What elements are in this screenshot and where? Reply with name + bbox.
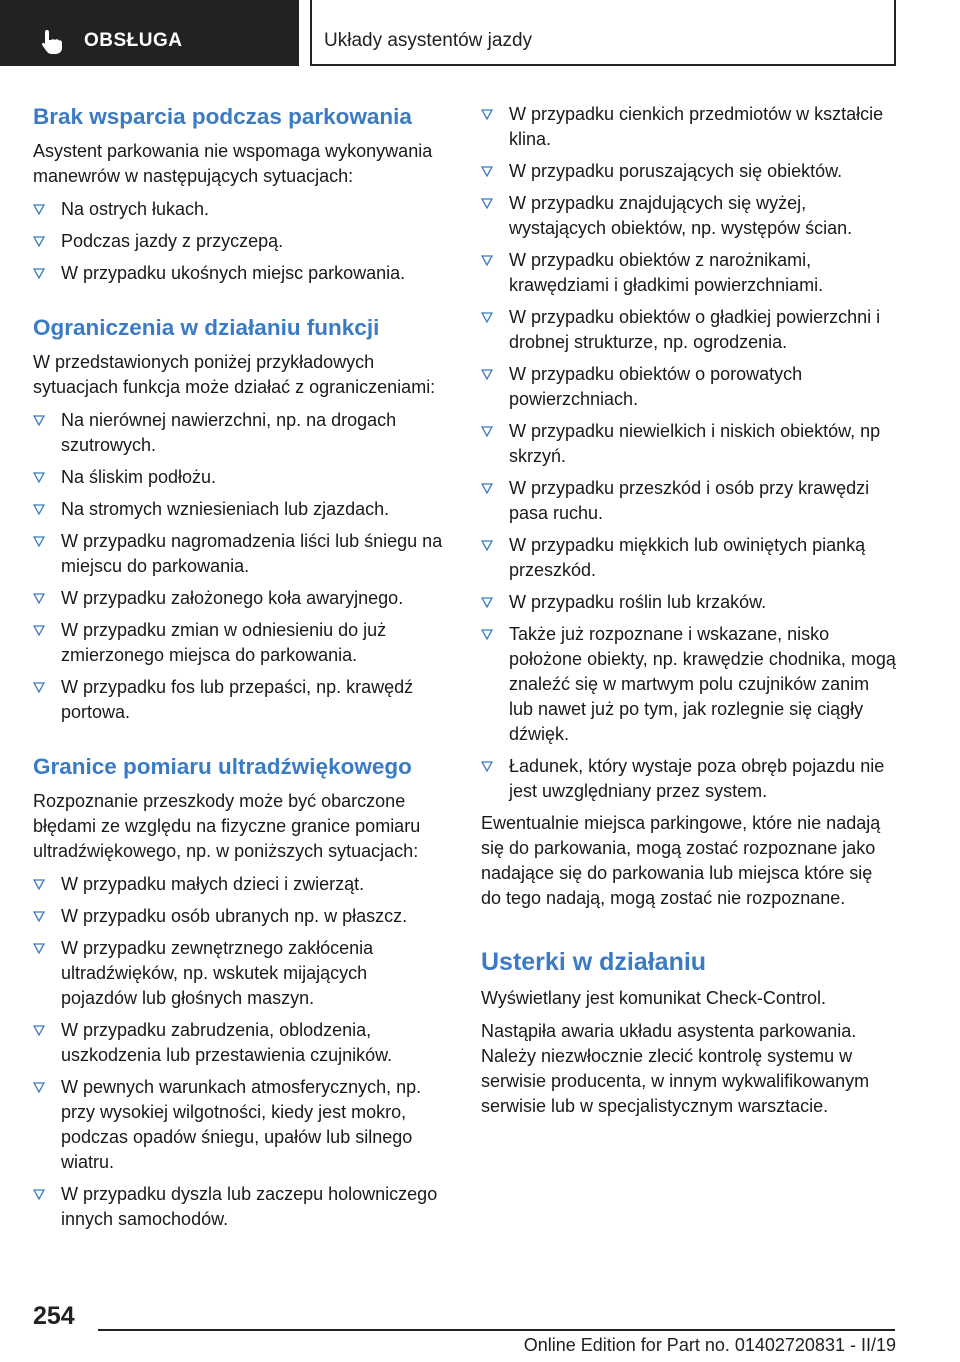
triangle-bullet-icon — [33, 911, 45, 922]
list-item — [481, 102, 896, 152]
triangle-bullet-icon — [481, 166, 493, 177]
list-item-text: Ładunek, który wystaje poza obręb pojazdu nie jest uwzględniany przez system. — [509, 756, 885, 801]
list-item-text: W przypadku nagromadzenia liści lub śniegu na miejscu do parkowania. — [61, 531, 443, 576]
list-item-text: Na ostrych łukach. — [61, 199, 210, 219]
right-column — [481, 102, 896, 1127]
list-item-text: W przypadku miękkich lub owiniętych pianką przeszkód. — [509, 535, 866, 580]
list-item-text: W przypadku roślin lub krzaków. — [509, 592, 767, 612]
list-item — [481, 159, 896, 184]
list-item-text: W przypadku przeszkód i osób przy krawędzi pasa ruchu. — [509, 478, 870, 523]
left-column — [33, 102, 443, 1239]
list-item-text: W przypadku małych dzieci i zwierząt. — [61, 874, 365, 894]
list-item-text: W przypadku zewnętrznego zakłócenia ultradźwięków, np. wskutek mijających pojazdów lub głośnych maszyn. — [61, 938, 374, 1008]
triangle-bullet-icon — [33, 236, 45, 247]
list-item — [33, 261, 443, 286]
list-item-text: Na nierównej nawierzchni, np. na drogach szutrowych. — [61, 410, 397, 455]
list-item-text: Na śliskim podłożu. — [61, 467, 217, 487]
list-item-text: W przypadku obiektów o porowatych powierzchniach. — [509, 364, 803, 409]
list-item-text: W przypadku obiektów z narożnikami, krawędziami i gładkimi powierzchniami. — [509, 250, 824, 295]
list-item — [481, 590, 896, 615]
triangle-bullet-icon — [33, 593, 45, 604]
list-item — [481, 476, 896, 526]
triangle-bullet-icon — [33, 472, 45, 483]
bullet-list — [33, 408, 443, 725]
list-item — [481, 754, 896, 804]
list-item — [33, 1182, 443, 1232]
list-item — [33, 197, 443, 222]
list-item — [33, 465, 443, 490]
section-tab-label: OBSŁUGA — [84, 30, 183, 51]
triangle-bullet-icon — [481, 369, 493, 380]
body-paragraph: Nastąpiła awaria układu asystenta parkowania. Należy niezwłocznie zlecić kontrolę systemu w serwisie producenta, w innym wykwalifikowanym serwisie lub w specjalistycznym warsztacie. — [481, 1021, 870, 1116]
triangle-bullet-icon — [481, 109, 493, 120]
page-header — [0, 0, 960, 66]
list-item — [33, 618, 443, 668]
section-tab — [0, 0, 299, 66]
triangle-bullet-icon — [33, 879, 45, 890]
list-item — [33, 497, 443, 522]
triangle-bullet-icon — [481, 629, 493, 640]
triangle-bullet-icon — [481, 761, 493, 772]
triangle-bullet-icon — [33, 504, 45, 515]
body-paragraph: Ewentualnie miejsca parkingowe, które nie nadają się do parkowania, mogą zostać rozpoznane jako nadające się do parkowania lub miejsca które się do tego nadają, mogą zostać nie rozpoznane. — [481, 813, 881, 908]
list-item — [33, 675, 443, 725]
section-intro: Rozpoznanie przeszkody może być obarczone błędami ze względu na fizyczne granice pomiaru ultradźwiękowego, np. w poniższych sytuacjach: — [33, 791, 421, 861]
chapter-title: Układy asystentów jazdy — [324, 30, 533, 51]
list-item-text: W przypadku osób ubranych np. w płaszcz. — [61, 906, 408, 926]
triangle-bullet-icon — [481, 597, 493, 608]
triangle-bullet-icon — [33, 943, 45, 954]
list-item-text: W przypadku ukośnych miejsc parkowania. — [61, 263, 406, 283]
list-item-text: W przypadku obiektów o gładkiej powierzchni i drobnej strukturze, np. ogrodzenia. — [509, 307, 881, 352]
triangle-bullet-icon — [481, 540, 493, 551]
list-item-text: Także już rozpoznane i wskazane, nisko położone obiekty, np. krawędzie chodnika, mogą znaleźć się w martwym polu czujników zanim lub nawet już po tym, jak rozlegnie się ciągły dźwięk. — [509, 624, 896, 744]
triangle-bullet-icon — [33, 682, 45, 693]
triangle-bullet-icon — [33, 268, 45, 279]
list-item-text: W przypadku znajdujących się wyżej, wystających obiektów, np. występów ścian. — [509, 193, 853, 238]
bullet-list — [33, 872, 443, 1232]
section-heading: Granice pomiaru ultradźwiękowego — [33, 754, 412, 779]
triangle-bullet-icon — [33, 625, 45, 636]
triangle-bullet-icon — [33, 1082, 45, 1093]
list-item — [481, 362, 896, 412]
list-item — [33, 408, 443, 458]
list-item — [33, 1018, 443, 1068]
triangle-bullet-icon — [481, 312, 493, 323]
list-item-text: W przypadku poruszających się obiektów. — [509, 161, 843, 181]
section-intro: Asystent parkowania nie wspomaga wykonywania manewrów w następujących sytuacjach: — [33, 141, 433, 186]
triangle-bullet-icon — [481, 255, 493, 266]
triangle-bullet-icon — [33, 1025, 45, 1036]
list-item-text: W przypadku dyszla lub zaczepu holowniczego innych samochodów. — [61, 1184, 438, 1229]
triangle-bullet-icon — [481, 198, 493, 209]
footer-divider — [98, 1329, 895, 1331]
edition-note: Online Edition for Part no. 01402720831 - II/19 — [523, 1335, 896, 1355]
list-item — [481, 305, 896, 355]
list-item-text: W przypadku niewielkich i niskich obiektów, np skrzyń. — [509, 421, 881, 466]
list-item-text: W przypadku zabrudzenia, oblodzenia, uszkodzenia lub przestawienia czujników. — [61, 1020, 393, 1065]
page-number: 254 — [33, 1302, 75, 1330]
section-heading: Ograniczenia w działaniu funkcji — [33, 315, 380, 340]
list-item — [33, 936, 443, 1011]
list-item-text: W przypadku zmian w odniesieniu do już zmierzonego miejsca do parkowania. — [61, 620, 387, 665]
list-item — [481, 622, 896, 747]
section-heading: Brak wsparcia podczas parkowania — [33, 104, 412, 129]
list-item — [33, 1075, 443, 1175]
list-item — [481, 191, 896, 241]
list-item — [33, 586, 443, 611]
triangle-bullet-icon — [481, 483, 493, 494]
list-item-text: Na stromych wzniesieniach lub zjazdach. — [61, 499, 390, 519]
triangle-bullet-icon — [33, 415, 45, 426]
list-item-text: W pewnych warunkach atmosferycznych, np. przy wysokiej wilgotności, kiedy jest mokro, podczas opadów śniegu, upałów lub silnego wiatru. — [61, 1077, 422, 1172]
list-item — [33, 229, 443, 254]
list-item — [481, 248, 896, 298]
triangle-bullet-icon — [33, 1189, 45, 1200]
list-item-text: Podczas jazdy z przyczepą. — [61, 231, 284, 251]
list-item-text: W przypadku fos lub przepaści, np. krawędź portowa. — [61, 677, 414, 722]
section-intro: W przedstawionych poniżej przykładowych sytuacjach funkcja może działać z ograniczeniami: — [33, 352, 436, 397]
list-item — [33, 529, 443, 579]
triangle-bullet-icon — [481, 426, 493, 437]
bullet-list — [33, 197, 443, 286]
list-item — [481, 419, 896, 469]
list-item-text: W przypadku założonego koła awaryjnego. — [61, 588, 404, 608]
triangle-bullet-icon — [33, 204, 45, 215]
bullet-list — [481, 102, 896, 804]
list-item — [33, 904, 443, 929]
list-item — [33, 872, 443, 897]
list-item-text: W przypadku cienkich przedmiotów w kształcie klina. — [509, 104, 884, 149]
hand-pointer-icon — [38, 28, 66, 56]
triangle-bullet-icon — [33, 536, 45, 547]
section-heading: Usterki w działaniu — [481, 948, 707, 976]
body-paragraph: Wyświetlany jest komunikat Check-Control. — [481, 988, 826, 1008]
list-item — [481, 533, 896, 583]
